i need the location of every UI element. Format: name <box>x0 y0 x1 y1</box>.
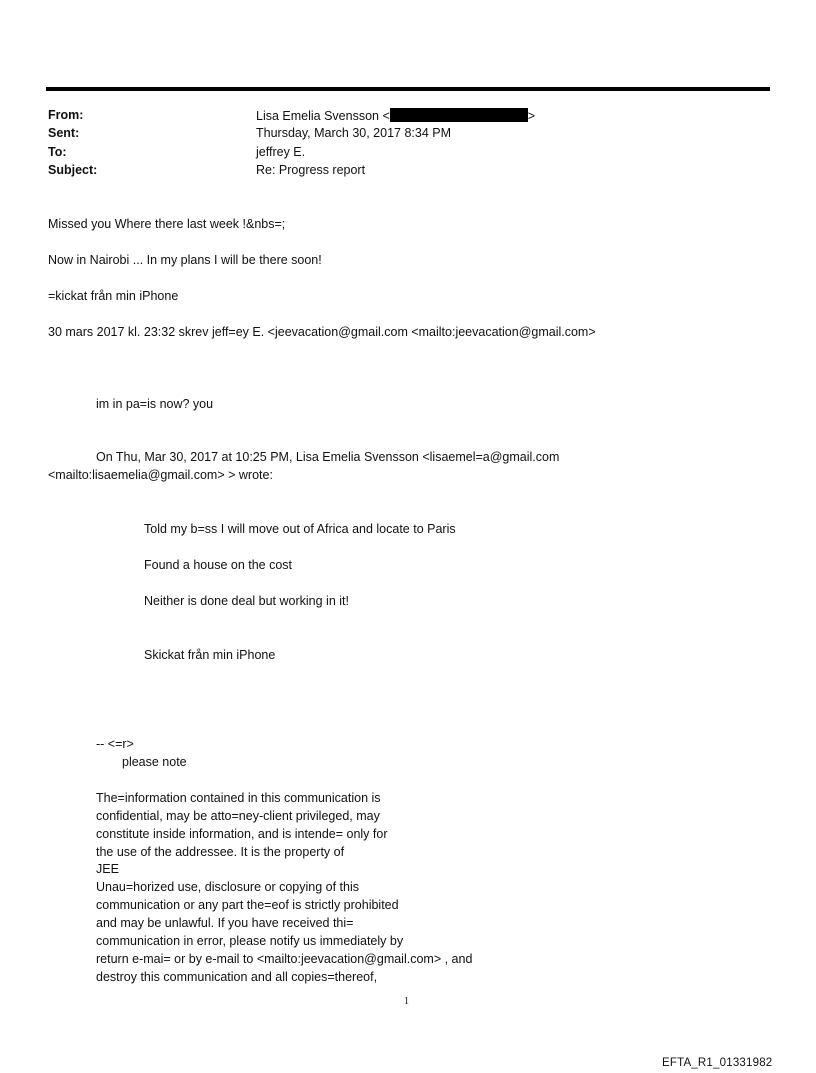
quote-line-2: On Thu, Mar 30, 2017 at 10:25 PM, Lisa Emelia Svensson <lisaemel=a@gmail.com <box>96 450 560 464</box>
to-value: jeffrey E. <box>256 145 306 159</box>
body-line-3: =kickat från min iPhone <box>48 289 179 303</box>
nested-quote-4: Skickat från min iPhone <box>144 648 276 662</box>
to-label: To: <box>48 145 67 159</box>
nested-quote-2: Found a house on the cost <box>144 558 293 572</box>
disclaimer-line: destroy this communication and all copies=thereof, <box>96 970 378 984</box>
subject-value: Re: Progress report <box>256 163 366 177</box>
disclaimer-line: Unau=horized use, disclosure or copying of this <box>96 880 359 894</box>
disclaimer-line: communication in error, please notify us immediately by <box>96 934 404 948</box>
signature-line-2: please note <box>122 755 187 769</box>
disclaimer-line: confidential, may be atto=ney-client privileged, may <box>96 809 380 823</box>
disclaimer-line: The=information contained in this communication is <box>96 791 381 805</box>
from-name: Lisa Emelia Svensson < <box>256 109 390 123</box>
header-rule <box>46 87 770 91</box>
quote-line-1: im in pa=is now? you <box>96 397 214 411</box>
disclaimer-line: return e-mai= or by e-mail to <mailto:jeevacation@gmail.com> , and <box>96 952 473 966</box>
body-line-1: Missed you Where there last week !&nbs=; <box>48 217 286 231</box>
from-label: From: <box>48 108 84 122</box>
body-line-4: 30 mars 2017 kl. 23:32 skrev jeff=ey E. <jeevacation@gmail.com <mailto:jeevacation@gmail.com> <box>48 325 596 339</box>
disclaimer-line: the use of the addressee. It is the property of <box>96 845 345 859</box>
from-close: > <box>527 109 536 123</box>
sent-label: Sent: <box>48 126 80 140</box>
disclaimer-line: constitute inside information, and is intende= only for <box>96 827 388 841</box>
subject-label: Subject: <box>48 163 98 177</box>
document-id: EFTA_R1_01331982 <box>662 1057 773 1069</box>
disclaimer-line: communication or any part the=eof is strictly prohibited <box>96 898 399 912</box>
signature-line-1: -- <=r> <box>96 737 134 751</box>
nested-quote-3: Neither is done deal but working in it! <box>144 594 349 608</box>
body-line-2: Now in Nairobi ... In my plans I will be there soon! <box>48 253 322 267</box>
page-number: 1 <box>404 996 409 1007</box>
sent-value: Thursday, March 30, 2017 8:34 PM <box>256 126 452 140</box>
disclaimer-line: JEE <box>96 862 119 876</box>
disclaimer-line: and may be unlawful. If you have received thi= <box>96 916 354 930</box>
redaction-box <box>390 108 528 122</box>
quote-line-3: <mailto:lisaemelia@gmail.com> > wrote: <box>48 468 273 482</box>
from-value <box>256 108 535 123</box>
nested-quote-1: Told my b=ss I will move out of Africa and locate to Paris <box>144 522 456 536</box>
